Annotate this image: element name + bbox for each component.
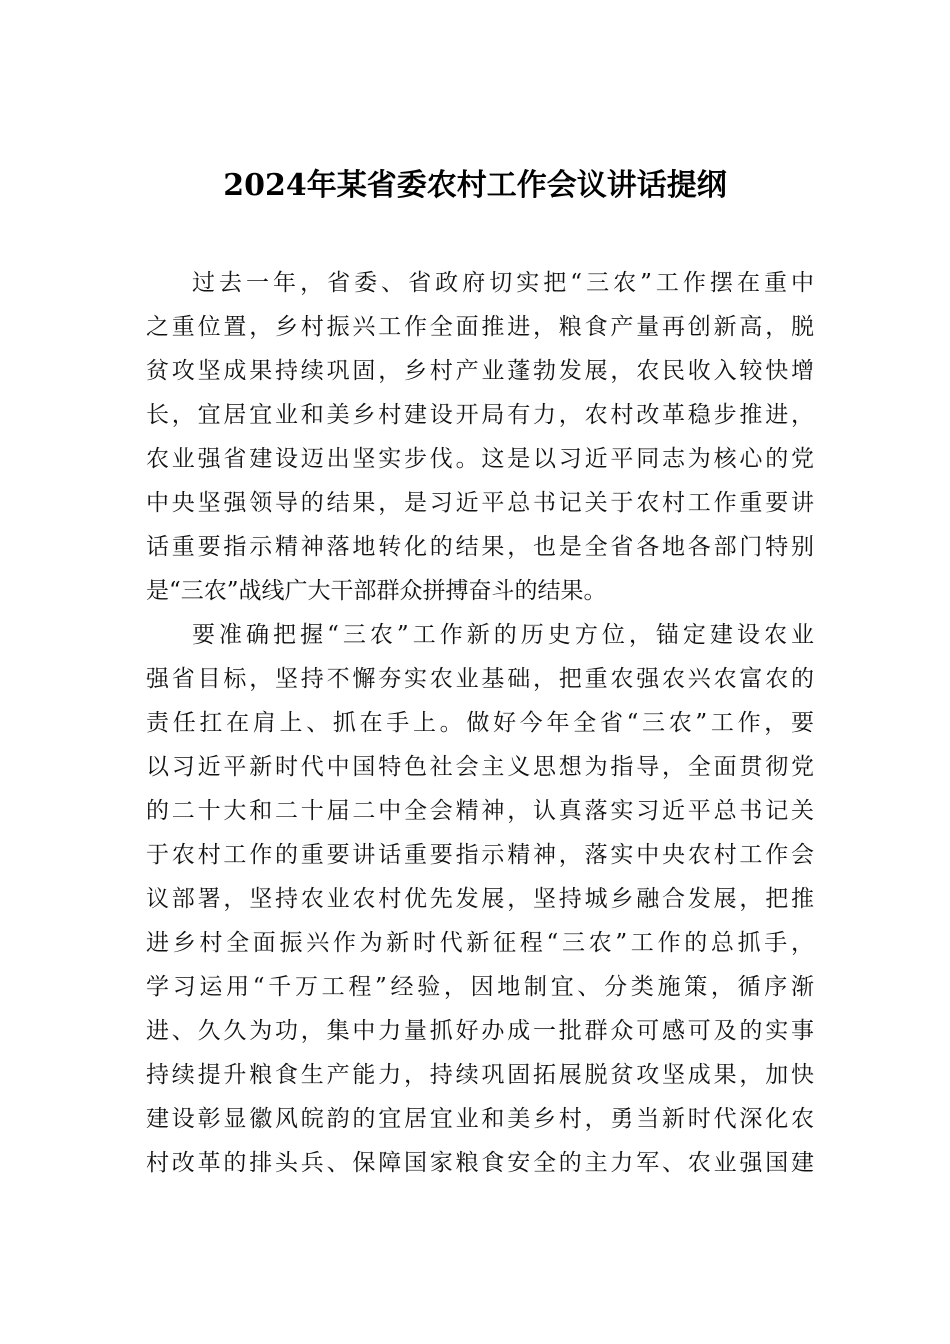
- paragraph-line: 强省目标，坚持不懈夯实农业基础，把重农强农兴农富农的: [146, 666, 814, 692]
- paragraph-line: 村改革的排头兵、保障国家粮食安全的主力军、农业强国建: [146, 1150, 814, 1176]
- paragraph-line: 进、久久为功，集中力量抓好办成一批群众可感可及的实事: [146, 1018, 814, 1044]
- paragraph-line: 建设彰显徽风皖韵的宜居宜业和美乡村，勇当新时代深化农: [146, 1106, 814, 1132]
- paragraph-line: 中央坚强领导的结果，是习近平总书记关于农村工作重要讲: [146, 490, 814, 516]
- paragraph-line: 过去一年，省委、省政府切实把“三农”工作摆在重中: [192, 270, 814, 296]
- paragraph-line: 学习运用“千万工程”经验，因地制宜、分类施策，循序渐: [146, 974, 814, 1000]
- paragraph-line: 议部署，坚持农业农村优先发展，坚持城乡融合发展，把推: [146, 886, 814, 912]
- paragraph-line: 的二十大和二十届二中全会精神，认真落实习近平总书记关: [146, 798, 814, 824]
- document-title: 2024年某省委农村工作会议讲话提纲: [223, 168, 727, 203]
- paragraph-line: 要准确把握“三农”工作新的历史方位，锚定建设农业: [192, 622, 814, 648]
- paragraph-line: 话重要指示精神落地转化的结果，也是全省各地各部门特别: [146, 534, 814, 560]
- paragraph-line: 农业强省建设迈出坚实步伐。这是以习近平同志为核心的党: [146, 446, 814, 472]
- paragraph-1: [146, 261, 814, 613]
- paragraph-line: 持续提升粮食生产能力，持续巩固拓展脱贫攻坚成果，加快: [146, 1062, 814, 1088]
- paragraph-line: 贫攻坚成果持续巩固，乡村产业蓬勃发展，农民收入较快增: [146, 358, 814, 384]
- paragraph-line: 之重位置，乡村振兴工作全面推进，粮食产量再创新高，脱: [146, 314, 814, 340]
- document-body: [146, 261, 814, 1185]
- paragraph-2: [146, 613, 814, 1185]
- paragraph-line: 长，宜居宜业和美乡村建设开局有力，农村改革稳步推进，: [146, 402, 814, 428]
- paragraph-line: 以习近平新时代中国特色社会主义思想为指导，全面贯彻党: [146, 754, 814, 780]
- paragraph-line: 是“三农”战线广大干部群众拼搏奋斗的结果。: [146, 578, 607, 604]
- paragraph-line: 进乡村全面振兴作为新时代新征程“三农”工作的总抓手，: [146, 930, 814, 956]
- paragraph-line: 于农村工作的重要讲话重要指示精神，落实中央农村工作会: [146, 842, 814, 868]
- paragraph-line: 责任扛在肩上、抓在手上。做好今年全省“三农”工作，要: [146, 710, 814, 736]
